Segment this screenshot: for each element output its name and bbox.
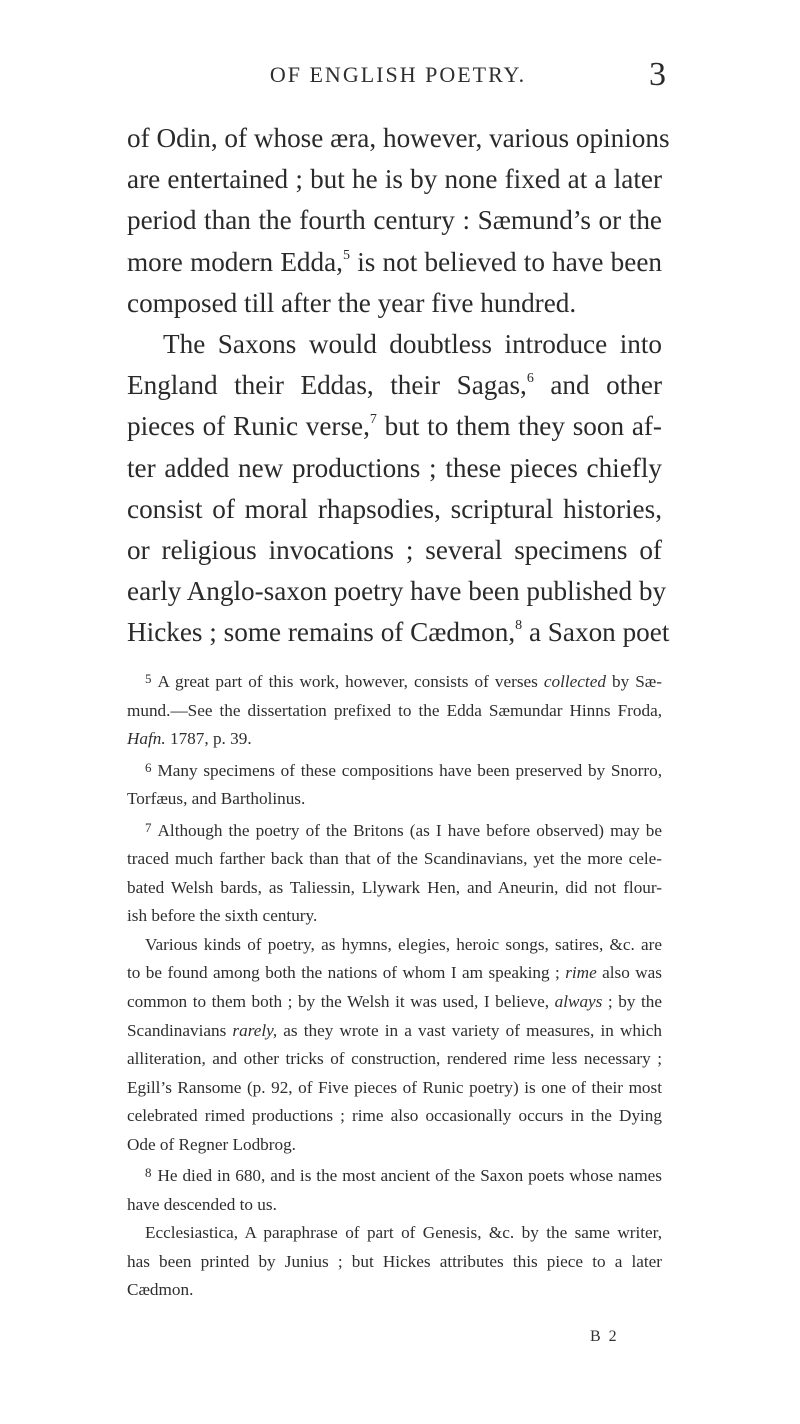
footnote-line: mund.—See the dissertation prefixed to the Edda Sæmundar Hinns Froda, bbox=[127, 700, 662, 720]
footnote-line: traced much farther back than that of the Scandinavians, yet the more cele- bbox=[127, 849, 662, 869]
body-line: or religious invocations ; several specimens of bbox=[127, 535, 662, 566]
footnote-line: $^6$ Many specimens of these compositions have been preserved by Snorro, bbox=[145, 759, 662, 780]
body-text: is not believed to have been bbox=[357, 246, 662, 277]
footnote-line: has been printed by Junius ; but Hickes attributes this piece to a later bbox=[127, 1251, 662, 1271]
body-text: pieces of Runic verse, bbox=[127, 411, 370, 442]
footnotes bbox=[127, 665, 662, 1305]
body-line: consist of moral rhapsodies, scriptural histories, bbox=[127, 493, 662, 524]
body-text: but to them they soon af- bbox=[384, 411, 662, 442]
footnote-marker: 7 bbox=[145, 819, 152, 835]
footnote-line: $^5$ A great part of this work, however, consists of verses collected by Sæ- bbox=[145, 671, 662, 691]
body-text: and other bbox=[550, 370, 663, 401]
footnote-line: $^7$ Although the poetry of the Britons (as I have before observed) may be bbox=[145, 819, 662, 840]
body-text: a Saxon poet bbox=[528, 617, 670, 648]
footnote-line: to be found among both the nations of whom I am speaking ; rime also was bbox=[127, 963, 662, 983]
body-line bbox=[127, 242, 662, 283]
footnote-marker: 5 bbox=[145, 671, 152, 686]
body-line: period than the fourth century : Sæmund’s or the bbox=[127, 205, 662, 236]
body-text: England their Eddas, their Sagas, bbox=[127, 370, 527, 401]
footnote-line: Cædmon. bbox=[127, 1280, 194, 1300]
footnote-marker: 8 bbox=[145, 1165, 152, 1181]
footnote-ref: 7 bbox=[369, 412, 377, 428]
running-title: OF ENGLISH POETRY. bbox=[269, 62, 527, 87]
body-line: The Saxons would doubtless introduce into bbox=[163, 329, 662, 360]
footnote-line: Hafn. 1787, p. 39. bbox=[127, 729, 252, 749]
body-line: are entertained ; but he is by none fixed at a later bbox=[127, 164, 662, 195]
body-text: more modern Edda, bbox=[127, 246, 343, 277]
footnote-line: $^8$ He died in 680, and is the most ancient of the Saxon poets whose names bbox=[145, 1165, 662, 1186]
footnote-ref: 5 bbox=[342, 247, 350, 263]
footnote-line: Various kinds of poetry, as hymns, elegies, heroic songs, satires, &c. are bbox=[145, 934, 662, 954]
footnote-line: Torfæus, and Bartholinus. bbox=[127, 789, 306, 809]
body-line: early Anglo-saxon poetry have been published by bbox=[127, 576, 667, 607]
footnote-line: Ecclesiastica, A paraphrase of part of Genesis, &c. by the same writer, bbox=[145, 1223, 662, 1243]
body-line: ter added new productions ; these pieces chiefly bbox=[127, 452, 662, 483]
footnote-line: bated Welsh bards, as Taliessin, Llywark Hen, and Aneurin, did not flour- bbox=[127, 877, 662, 897]
page-number: 3 bbox=[649, 56, 666, 93]
footnote-line: celebrated rimed productions ; rime also occasionally occurs in the Dying bbox=[127, 1106, 662, 1126]
body-line bbox=[127, 612, 670, 653]
body-text: Hickes ; some remains of Cædmon, bbox=[127, 617, 516, 648]
footnote-line: common to them both ; by the Welsh it was used, I believe, always ; by the bbox=[127, 992, 662, 1012]
footnote-line: alliteration, and other tricks of construction, rendered rime less necessary ; bbox=[127, 1049, 662, 1069]
body-line: of Odin, of whose æra, however, various opinions bbox=[127, 123, 670, 153]
footnote-line: Ode of Regner Lodbrog. bbox=[127, 1134, 296, 1154]
footnote-ref: 6 bbox=[526, 371, 534, 387]
body-line: composed till after the year five hundred. bbox=[127, 287, 577, 318]
footnote-line: ish before the sixth century. bbox=[127, 906, 318, 926]
footnote-line: Egill’s Ransome (p. 92, of Five pieces of Runic poetry) is one of their most bbox=[127, 1077, 662, 1097]
footnote-line: Scandinavians rarely, as they wrote in a vast variety of measures, in which bbox=[127, 1020, 662, 1040]
footnote-ref: 8 bbox=[515, 618, 523, 634]
footnote-marker: 6 bbox=[145, 759, 152, 775]
main-text bbox=[127, 118, 670, 654]
footnote-line: have descended to us. bbox=[127, 1194, 277, 1214]
body-line bbox=[127, 406, 662, 447]
signature-mark: B 2 bbox=[590, 1328, 619, 1345]
body-line bbox=[127, 365, 662, 406]
